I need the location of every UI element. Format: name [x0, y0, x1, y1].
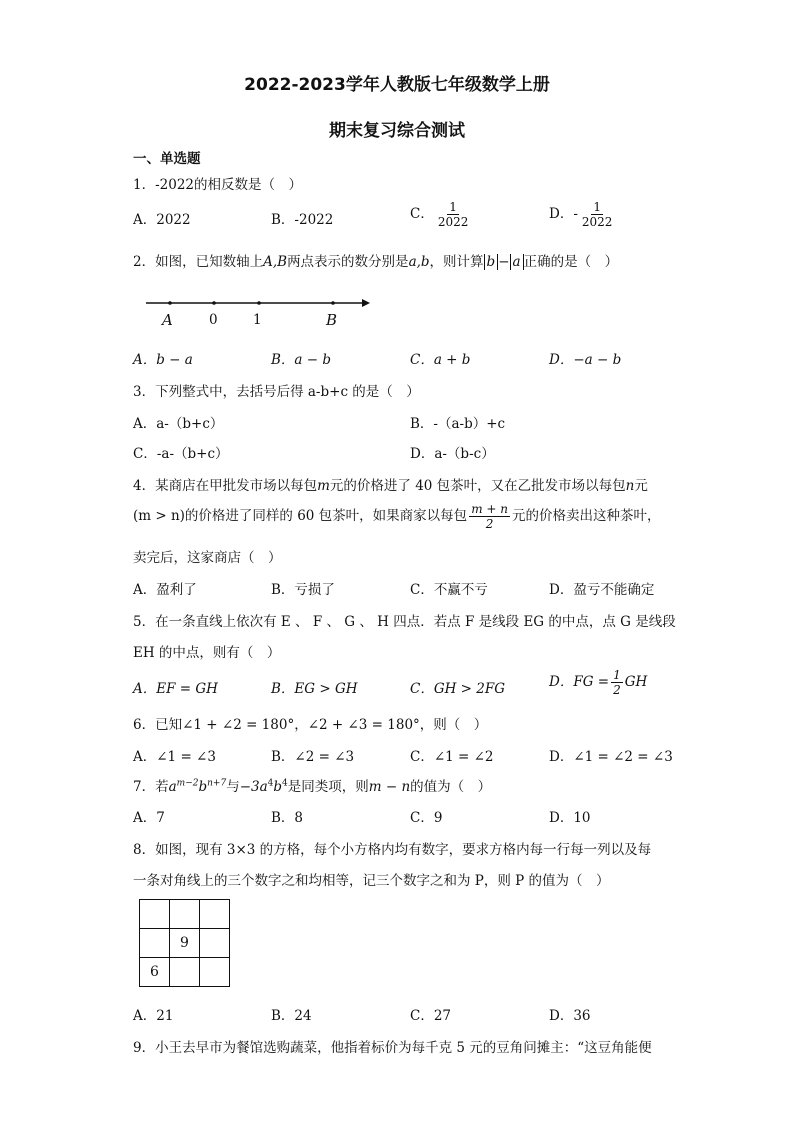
q2-option-b: B．a − b — [271, 352, 332, 368]
q5-option-a: A．EF = GH — [133, 681, 218, 697]
q5-option-c: C．GH > 2FG — [410, 681, 506, 697]
grid-cell: 6 — [140, 958, 170, 987]
q1-option-c: C． $\frac{1}{2022}$ — [410, 200, 469, 229]
q2-option-a: A．b − a — [133, 352, 193, 368]
q4-option-b: B．亏损了 — [271, 582, 335, 598]
grid-cell: 9 — [170, 929, 200, 958]
question-6-stem: 6．已知∠1 + ∠2 = 180°，∠2 + ∠3 = 180°，则（ ） — [133, 717, 488, 733]
q6-option-b: B．∠2 = ∠3 — [271, 749, 355, 765]
q1-option-a: A．2022 — [133, 212, 191, 228]
axis-label-one: 1 — [253, 312, 262, 328]
section-heading: 一、单选题 — [133, 151, 201, 167]
grid-cell — [200, 958, 230, 987]
page-subtitle: 期末复习综合测试 — [329, 121, 465, 141]
q3-option-b: B．-（a-b）+c — [410, 416, 506, 432]
magic-square-grid — [139, 899, 230, 987]
grid-cell — [140, 929, 170, 958]
question-5-line-2: EH 的中点，则有（ ） — [133, 645, 281, 661]
axis-label-b: B — [326, 311, 338, 329]
q8-option-d: D．36 — [549, 1008, 591, 1024]
q6-option-d: D．∠1 = ∠2 = ∠3 — [549, 749, 673, 765]
question-4-line-1: 4．某商店在甲批发市场以每包m元的价格进了 40 包茶叶，又在乙批发市场以每包n元 — [133, 478, 648, 494]
q7-option-b: B．8 — [271, 810, 304, 826]
q6-option-a: A．∠1 = ∠3 — [133, 749, 216, 765]
q7-option-c: C．9 — [410, 810, 443, 826]
q8-option-c: C．27 — [410, 1008, 452, 1024]
question-3-stem: 3．下列整式中，去括号后得 a-b+c 的是（ ） — [133, 384, 420, 400]
q4-option-c: C．不赢不亏 — [410, 582, 488, 598]
question-4-line-2: (m > n)的价格进了同样的 60 包茶叶，如果商家以每包 $\frac{m + n}{2}$ 元的价格卖出这种茶叶， — [133, 502, 661, 531]
q3-option-a: A．a-（b+c） — [133, 416, 224, 432]
q2-option-d: D．−a − b — [549, 352, 622, 368]
axis-label-zero: 0 — [209, 312, 218, 328]
q3-option-c: C．-a-（b+c） — [133, 446, 229, 462]
page-title: 2022-2023学年人教版七年级数学上册 — [244, 75, 550, 95]
q8-option-b: B．24 — [271, 1008, 312, 1024]
q4-option-a: A．盈利了 — [133, 582, 197, 598]
grid-cell — [170, 900, 200, 929]
q3-option-d: D．a-（b-c） — [410, 446, 495, 462]
q1-option-d: D．- $\frac{1}{2022}$ — [549, 200, 613, 229]
q7-option-d: D．10 — [549, 810, 591, 826]
question-4-line-3: 卖完后，这家商店（ ） — [133, 550, 282, 566]
q6-option-c: C．∠1 = ∠2 — [410, 749, 494, 765]
q1-option-b: B．-2022 — [271, 212, 334, 228]
axis-label-a: A — [162, 311, 173, 329]
question-2-stem: 2．如图，已知数轴上A,B两点表示的数分别是a,b，则计算 b − a 正确的是（ ） — [133, 254, 619, 270]
grid-cell — [200, 929, 230, 958]
question-7-stem: 7．若$a^{m-2}b^{n+7}$与$-3a^4b^4$是同类项，则m − n的值为（ ） — [133, 778, 492, 795]
question-9-line-1: 9．小王去早市为餐馆选购蔬菜，他指着标价为每千克 5 元的豆角问摊主：“这豆角能便 — [133, 1040, 652, 1056]
q5-option-d: D．FG = $\frac{1}{2}$ GH — [549, 668, 648, 697]
q4-option-d: D．盈亏不能确定 — [549, 582, 655, 598]
q5-option-b: B．EG > GH — [271, 681, 358, 697]
q7-option-a: A．7 — [133, 810, 165, 826]
question-8-line-1: 8．如图，现有 3×3 的方格，每个小方格内均有数字，要求方格内每一行每一列以及每 — [133, 842, 652, 858]
question-8-line-2: 一条对角线上的三个数字之和均相等，记三个数字之和为 P，则 P 的值为（ ） — [133, 873, 610, 889]
q8-option-a: A．21 — [133, 1008, 174, 1024]
grid-cell — [170, 958, 200, 987]
q2-option-c: C．a + b — [410, 352, 471, 368]
arrow-head-icon — [362, 299, 370, 307]
question-5-line-1: 5．在一条直线上依次有 E 、 F 、 G 、 H 四点．若点 F 是线段 EG 的中点，点 G 是线段 — [133, 614, 676, 630]
question-1-stem: 1．-2022的相反数是（ ） — [133, 177, 303, 193]
grid-cell — [140, 900, 170, 929]
grid-cell — [200, 900, 230, 929]
